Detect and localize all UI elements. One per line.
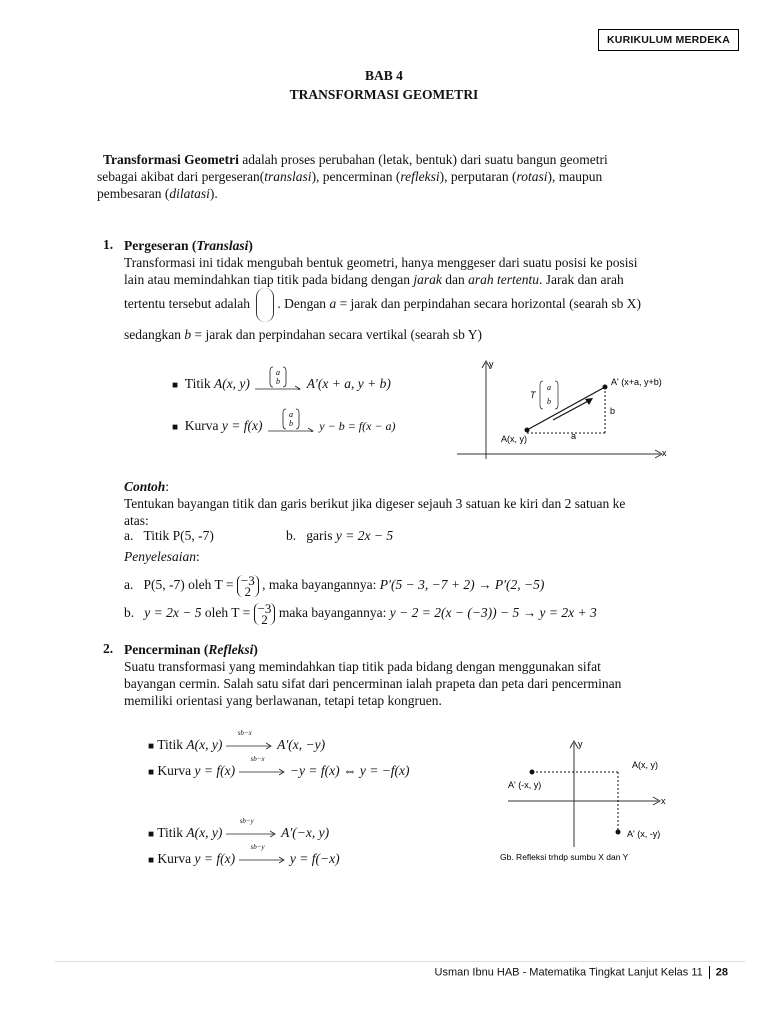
sol-b-math2: y − 2 = 2(x − (−3)) − 5 → y = 2x + 3 [389,605,597,620]
intro-paragraph [103,151,693,168]
svg-text:b: b [276,377,281,386]
intro-line-2 [97,168,687,202]
contoh-item-b [286,527,393,544]
translation-vector-a [237,572,259,599]
vec-a-bottom: 2 [244,583,252,599]
page-number: 28 [715,966,728,979]
bullet-icon: ■ [148,767,155,778]
vec-a-top: −3 [240,572,255,588]
s1-b1-from: A(x, y) [213,376,250,392]
intro-text-3b: ). [209,186,218,201]
sol-a-text1: P(5, -7) oleh T = [143,577,237,592]
contoh-b-label: b. [286,528,297,543]
s2-b4-from: y = f(x) [194,851,236,866]
section2-line2: bayangan cermin. Salah satu sifat dari pencerminan ialah prapeta dan peta dari pencerminan [124,676,622,691]
empty-vector-bracket [256,288,274,322]
translation-segment [527,387,605,430]
bullet-icon: ■ [148,741,155,752]
s2-b2-from: y = f(x) [194,763,236,778]
bullet-icon: ■ [172,422,179,434]
intro-dilatasi: dilatasi [169,186,210,201]
section2-title [124,641,258,658]
s1-l2c: . Jarak dan arah [539,272,624,287]
intro-rotasi: rotasi [516,169,548,184]
reflection-arrow [239,755,287,780]
s2-b2-label: Kurva [157,763,195,778]
contoh-a-text: Titik P(5, -7) [143,528,214,543]
s1-var-a: a [329,296,337,311]
chapter-title: TRANSFORMASI GEOMETRI [289,87,479,102]
s1-l2b: dan [441,272,469,287]
svg-text:a: a [276,368,281,377]
sol-b-label: b. [124,605,135,620]
footer-separator [709,966,710,979]
s2-b4-op: sb−y [250,843,265,852]
contoh-line2: atas: [124,513,149,528]
s2-b1-label: Titik [157,737,187,752]
s1-l3c: = jarak dan perpindahan secara horizontal (searah sb X) [336,296,642,311]
bullet-icon: ■ [172,380,179,392]
sol-b-text2: maka bayangannya: [275,605,390,620]
s1-jarak: jarak [413,272,442,287]
s2-b3-to: A′(−x, y) [281,825,330,840]
label-neg-x: A' (-x, y) [508,780,542,790]
vec-b-top: −3 [257,600,272,616]
vector-a: a [547,383,551,392]
translation-point-rule [172,368,391,396]
s1-b1-to: A′(x + a, y + b) [306,376,391,392]
s1-l3b: . Dengan [277,296,330,311]
s1-b2-label: Kurva [184,418,222,434]
s2-b4-to: y = f(−x) [289,851,340,866]
diagram-y-label: y [489,359,494,369]
intro-text-2d: ), maupun [547,169,603,184]
section2-line3: memiliki orientasi yang berlawanan, tetapi tetap kongruen. [124,693,442,708]
reflection-y-curve-rule [148,843,340,869]
intro-translasi: translasi [264,169,312,184]
reflection-diagram [498,735,678,870]
s1-var-b: b [184,327,192,342]
s2-b3-label: Titik [157,825,187,840]
sol-b-text1: oleh T = [201,605,254,620]
label-t: T [530,390,536,400]
section1-line3 [124,286,641,322]
s1-l4a: sedangkan [124,327,185,342]
section2-title-b: ) [253,642,258,657]
section1-title-b: ) [248,238,253,253]
label-b-distance: b [610,406,616,416]
section1-line4 [124,326,482,343]
s2-b1-from: A(x, y) [186,737,223,752]
penyelesaian-text: Penyelesaian [124,549,196,564]
translation-curve-rule [172,410,396,438]
contoh-body [124,495,625,529]
section2-body [124,658,621,709]
label-a: A(x, y) [501,434,527,444]
contoh-heading [124,478,169,495]
sol-a-label: a. [124,577,134,592]
s1-b1-label: Titik [184,376,214,392]
intro-term: Transformasi Geometri [103,152,239,167]
s2-b1-op: sb−x [237,729,252,738]
vector-bracket-left [540,381,543,409]
solution-a [124,570,544,600]
label-neg-y: A' (x, -y) [627,829,661,839]
translation-diagram [455,355,675,465]
s2-b2-to: −y = f(x) ⇔ y = −f(x) [289,763,410,778]
diagram2-x-label: x [661,796,666,806]
diagram-caption: Gb. Refleksi trhdp sumbu X dan Y [500,852,629,862]
section1-line1: Transformasi ini tidak mengubah bentuk geometri, hanya menggeser dari suatu posisi ke posisi [124,255,638,270]
reflection-arrow [239,843,287,868]
contoh-b-text: garis [306,528,336,543]
label-a-xy: A(x, y) [632,760,658,770]
sol-b-math1: y = 2x − 5 [144,605,202,620]
penyelesaian-label: Penyelesaian: [124,549,200,564]
sol-a-math: P′(5 − 3, −7 + 2) → P′(2, −5) [379,577,545,592]
translation-vector-b [254,600,276,627]
bullet-icon: ■ [148,829,155,840]
section2-number: 2. [103,641,114,656]
section1-title-i: Translasi [196,238,249,253]
translation-arrow [253,368,303,396]
translation-arrow [266,410,316,438]
s1-l4b: = jarak dan perpindahan secara vertikal (searah sb Y) [191,327,482,342]
contoh-title: Contoh [124,479,166,494]
contoh-colon: : [165,479,170,494]
sol-a-text2: , maka bayangannya: [258,577,380,592]
section1-number: 1. [103,237,114,252]
section1-body [124,254,638,288]
solution-b [124,598,597,628]
contoh-a-label: a. [124,528,134,543]
intro-text-2a: sebagai akibat dari pergeseran( [97,169,265,184]
section2-title-a: Pencerminan ( [124,642,209,657]
intro-text-3a: pembesaran ( [97,186,170,201]
s1-l3a: tertentu tersebut adalah [124,296,254,311]
intro-text-2b: ), pencerminan ( [311,169,401,184]
reflection-x-curve-rule [148,755,410,781]
svg-text:b: b [288,419,293,428]
section1-title-a: Pergeseran ( [124,238,197,253]
intro-text-1: adalah proses perubahan (letak, bentuk) dari suatu bangun geometri [238,152,608,167]
s1-l2a: lain atau memindahkan tiap titik pada bidang dengan [124,272,414,287]
section1-title [124,237,253,254]
vector-b: b [547,397,551,406]
section2-title-i: Refleksi [208,642,254,657]
translation-vector [553,399,592,420]
reflection-x-point-rule [148,729,326,755]
reflection-y-point-rule [148,817,330,843]
vector-bracket-right [555,381,558,409]
s1-b2-to: y − b = f(x − a) [319,419,396,434]
contoh-b-math: y = 2x − 5 [335,528,394,543]
s2-b3-op: sb−y [239,817,254,826]
footer-text: Usman Ibnu HAB - Matematika Tingkat Lanjut Kelas 11 [434,966,703,979]
s2-b3-from: A(x, y) [186,825,223,840]
section2-line1: Suatu transformasi yang memindahkan tiap titik pada bidang dengan menggunakan sifat [124,659,601,674]
bullet-icon: ■ [148,855,155,866]
svg-text:a: a [288,410,293,419]
s2-b4-label: Kurva [157,851,195,866]
intro-text-2c: ), perputaran ( [439,169,517,184]
diagram2-y-label: y [578,739,583,749]
label-a-prime: A' (x+a, y+b) [611,377,662,387]
footer-divider [55,961,745,962]
chapter-number: BAB 4 [365,68,403,83]
s2-b1-to: A′(x, −y) [277,737,326,752]
contoh-item-a [124,527,214,544]
vec-b-bottom: 2 [261,611,268,627]
s1-arah: arah tertentu [468,272,540,287]
intro-refleksi: refleksi [400,169,440,184]
page-footer [435,966,728,979]
s1-b2-from: y = f(x) [221,418,263,434]
curriculum-badge: KURIKULUM MERDEKA [598,29,739,51]
s2-b2-op: sb−x [250,755,265,764]
label-a-distance: a [571,431,577,441]
contoh-line1: Tentukan bayangan titik dan garis berikut jika digeser sejauh 3 satuan ke kiri dan 2 satuan ke [124,496,626,511]
diagram-x-label: x [662,448,667,458]
